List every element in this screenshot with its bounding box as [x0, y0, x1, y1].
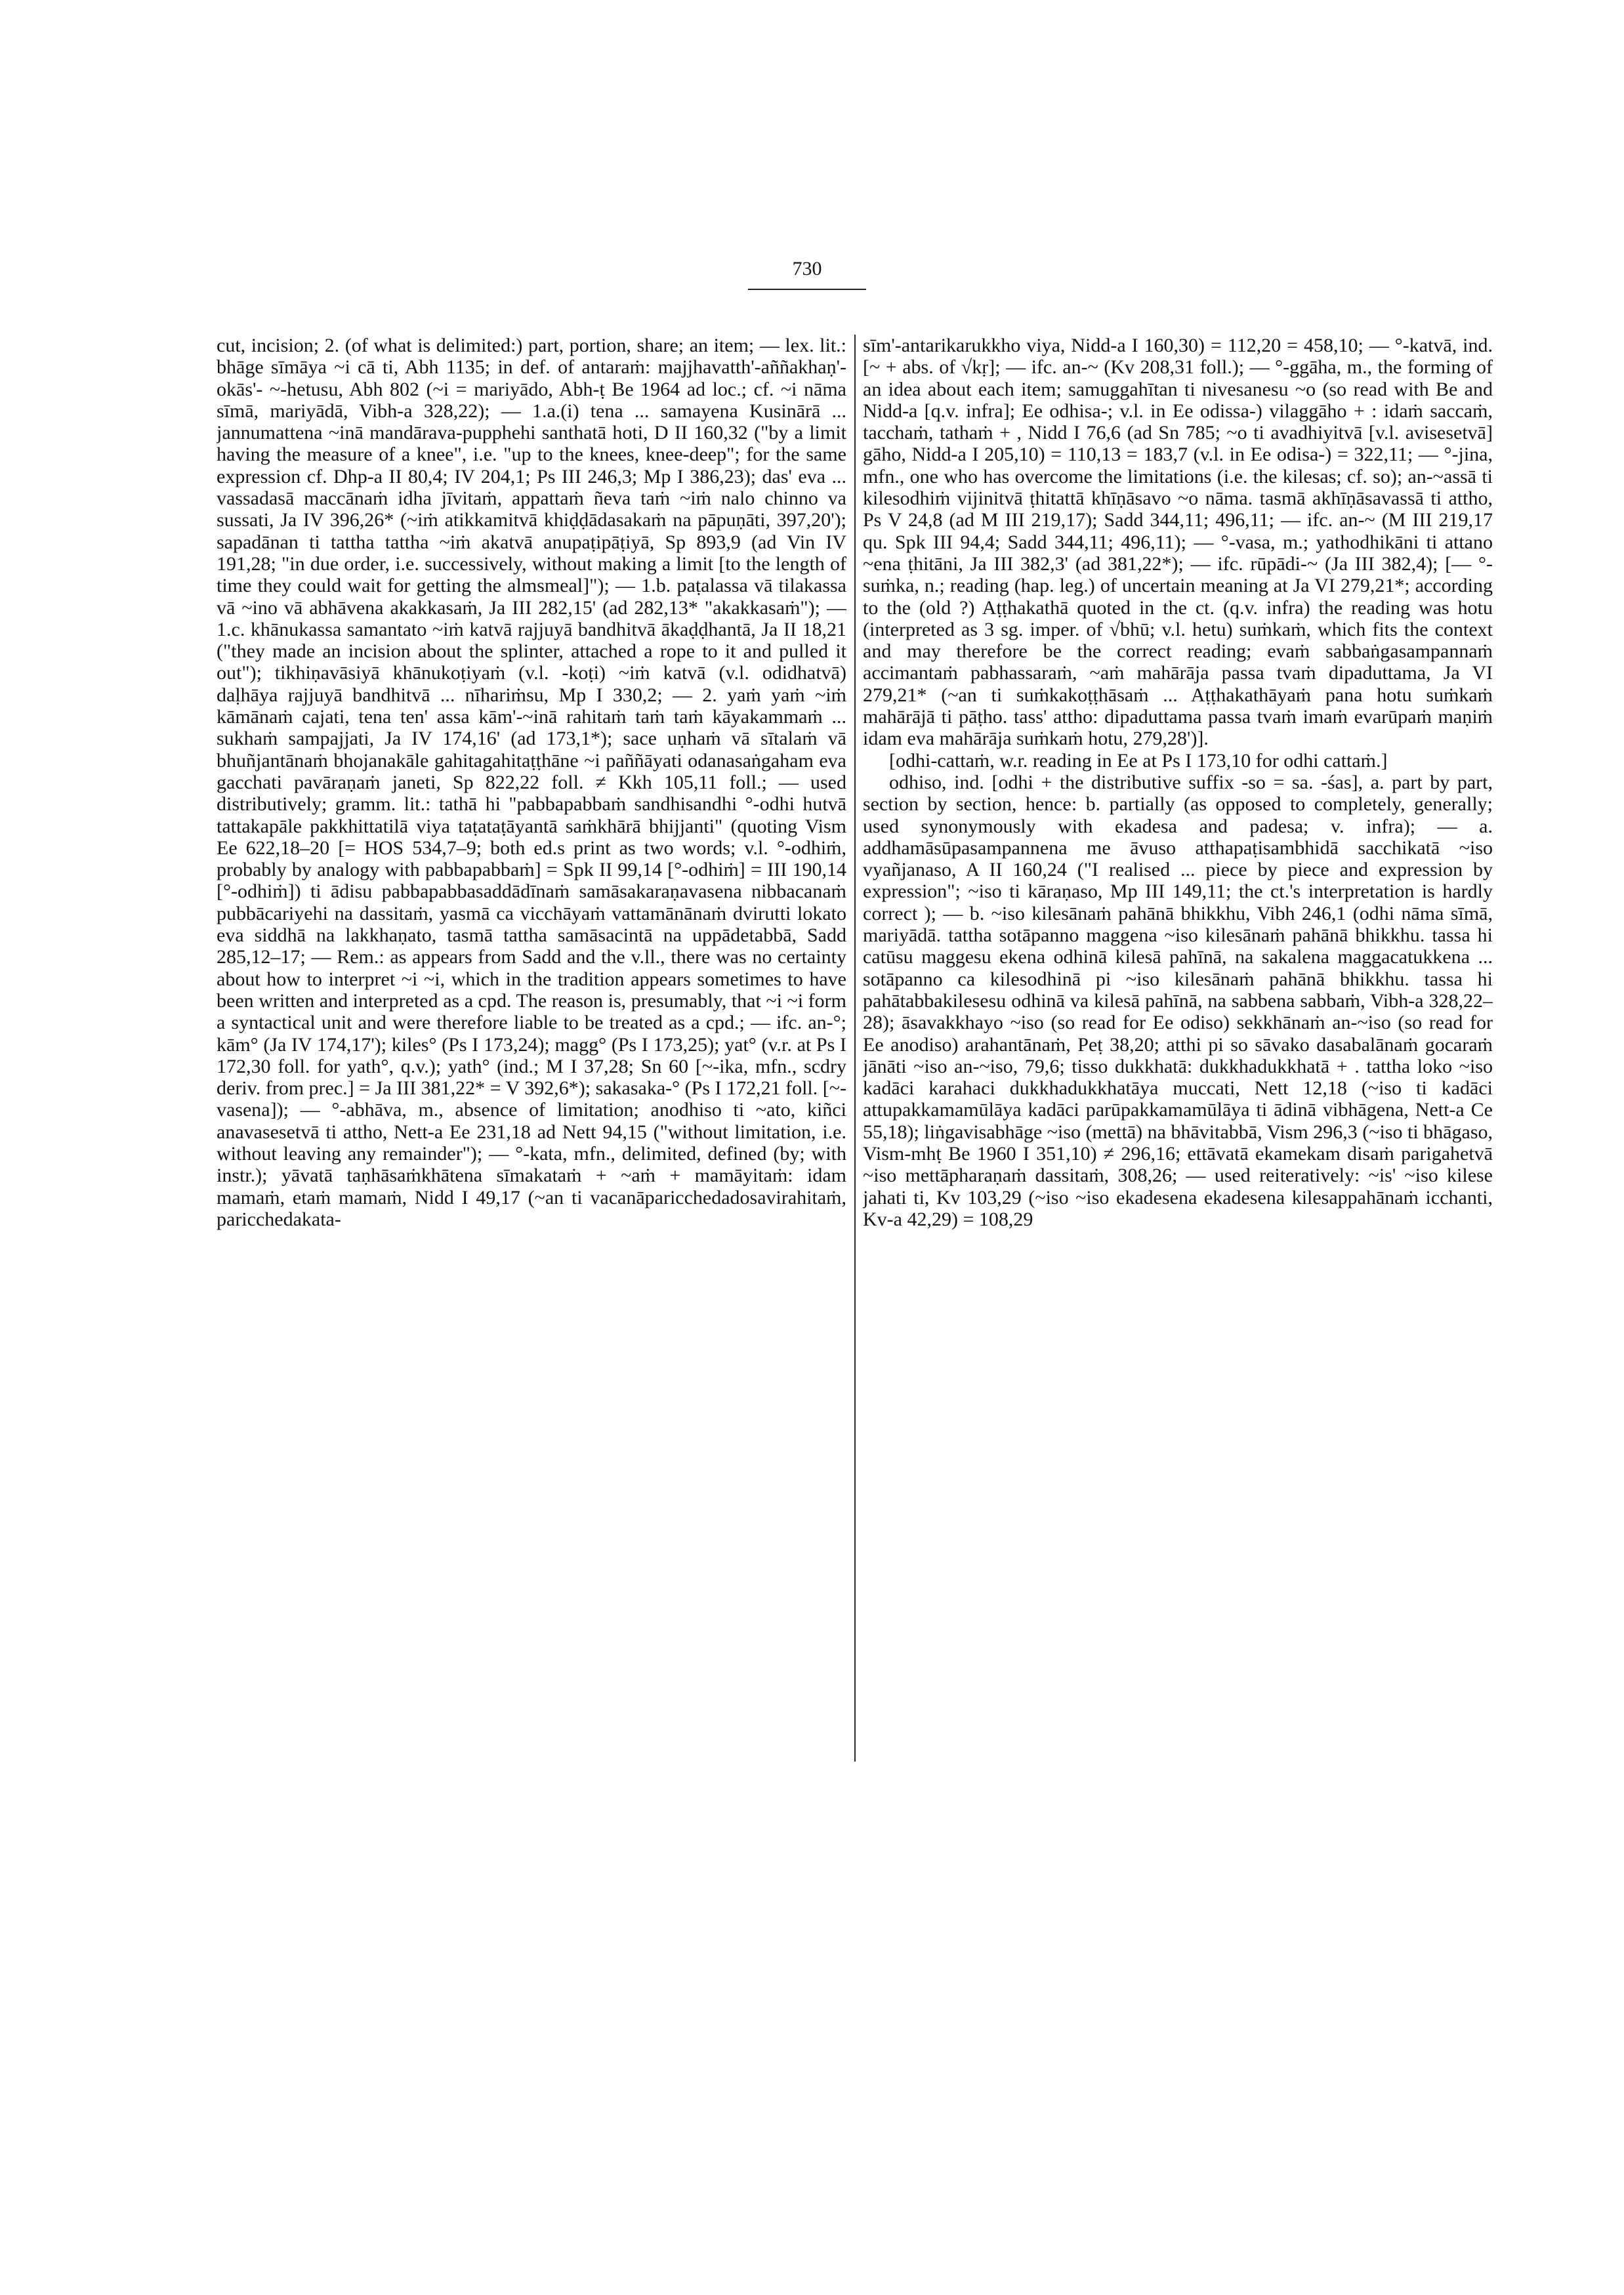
right-column-paragraph: [odhi-cattaṁ, w.r. reading in Ee at Ps I 173,10 for odhi cattaṁ.]: [889, 749, 1388, 772]
right-column-paragraph: odhiso, ind. [odhi + the distributive suffix -so = sa. -śas], a. part by part, section by section, hence: b. partially (as opposed to completely, generally; used synonymously with ekadesa and padesa; v. infra); — a. addhamāsūpasampannena me āvuso atthapaṭisambhidā sacchikatā ~iso vyañjanaso, A II 160,24 ("I realised ... piece by piece and expression by expression"; ~iso ti kāraṇaso, Mp III 149,11; the ct.'s interpretation is hardly correct ); — b. ~iso kilesānaṁ pahānā bhikkhu, Vibh 246,1 (odhi nāma sīmā, mariyādā. tattha sotāpanno maggena ~iso kilesānaṁ pahānā bhikkhu. tassa hi catūsu maggesu ekena odhinā kilesā pahīnā, na sakalena maggacatukkena ... sotāpanno ca kilesodhinā pi ~iso kilesānaṁ pahānā bhikkhu. tassa hi pahātabbakilesesu odhinā va kilesā pahīnā, na sabbena sabbaṁ, Vibh-a 328,22–28); āsavakkhayo ~iso (so read for Ee odiso) sekkhānaṁ an-~iso (so read for Ee anodiso) arahantānaṁ, Peṭ 38,20; atthi pi so sāvako dasabalānaṁ gocaraṁ jānāti ~iso an-~iso, 79,6; tisso dukkhatā: dukkhadukkhatā + . tattha loko ~iso kadāci karahaci dukkhadukkhatāya muccati, Nett 12,18 (~iso ti kadāci attupakkamamūlāya kadāci parūpakkamamūlāya ti ādinā vibhāgena, Nett-a Ce 55,18); liṅgavisabhāge ~iso (mettā) na bhāvitabbā, Vism 296,3 (~iso ti bhāgaso, Vism-mhṭ Be 1960 I 351,10) ≠ 296,16; ettāvatā ekamekam disaṁ parigahetvā ~iso mettāpharaṇaṁ dassitaṁ, 308,26; — used reiteratively: ~is' ~iso kilese jahati ti, Kv 103,29 (~iso ~iso ekadesena ekadesena kilesappahānaṁ icchanti, Kv-a 42,29) = 108,29: [863, 771, 1493, 1230]
page-number-rule: [748, 289, 866, 290]
page-number: 730: [792, 258, 822, 279]
left-column: [217, 335, 846, 2250]
left-column-paragraph: cut, incision; 2. (of what is delimited:) part, portion, share; an item; — lex. lit.: bhāge sīmāya ~i cā ti, Abh 1135; in def. of antaraṁ: majjhavatth'-aññakhaṇ'-okās'- ~-hetusu, Abh 802 (~i = mariyādo, Abh-ṭ Be 1964 ad loc.; cf. ~i nāma sīmā, mariyādā, Vibh-a 328,22); — 1.a.(i) tena ... samayena Kusinārā ... jannumattena ~inā mandārava-pupphehi santhatā hoti, D II 160,32 ("by a limit having the measure of a knee", i.e. "up to the knees, knee-deep"; for the same expression cf. Dhp-a II 80,4; IV 204,1; Ps III 246,3; Mp I 386,23); das' eva ... vassadasā maccānaṁ idha jīvitaṁ, appattaṁ ñeva taṁ ~iṁ nalo chinno va sussati, Ja IV 396,26* (~iṁ atikkamitvā khiḍḍādasakaṁ na pāpuṇāti, 397,20'); sapadānan ti tattha tattha ~iṁ akatvā anupaṭipāṭiyā, Sp 893,9 (ad Vin IV 191,28; "in due order, i.e. successively, without making a limit [to the length of time they could wait for getting the almsmeal]"); — 1.b. paṭalassa vā tilakassa vā ~ino vā abhāvena akakkasaṁ, Ja III 282,15' (ad 282,13* "akakkasaṁ"); — 1.c. khānukassa samantato ~iṁ katvā rajjuyā bandhitvā ākaḍḍhantā, Ja II 18,21 ("they made an incision about the splinter, attached a rope to it and pulled it out"); tikhiṇavāsiyā khānukoṭiyaṁ (v.l. -koṭi) ~iṁ katvā (v.l. odidhatvā) daḷhāya rajjuyā bandhitvā ... nīhariṁsu, Mp I 330,2; — 2. yaṁ yaṁ ~iṁ kāmānaṁ cajati, tena ten' assa kām'-~inā rahitaṁ taṁ taṁ kāyakammaṁ ... sukhaṁ sampajjati, Ja IV 174,16' (ad 173,1*); sace uṇhaṁ vā sītalaṁ vā bhuñjantānaṁ bhojanakāle gahitagahitaṭṭhāne ~i paññāyati odanasaṅgaham eva gacchati pavāraṇaṁ janeti, Sp 822,22 foll. ≠ Kkh 105,11 foll.; — used distributively; gramm. lit.: tathā hi "pabbapabbaṁ sandhisandhi °-odhi hutvā tattakapāle pakkhittatilā viya taṭataṭāyantā saṁkhārā bhijjanti" (quoting Vism Ee 622,18–20 [= HOS 534,7–9; both ed.s print as two words; v.l. °-odhiṁ, probably by analogy with pabbapabbaṁ] = Spk II 99,14 [°-odhiṁ] = III 190,14 [°-odhiṁ]) ti ādisu pabbapabbasaddādīnaṁ samāsakaraṇavasena nibbacanaṁ pubbācariyehi na dassitaṁ, yasmā ca vicchāyaṁ vattamānānaṁ dvirutti lokato eva siddhā na lakkhaṇato, tasmā tattha samāsacintā na uppādetabbā, Sadd 285,12–17; — Rem.: as appears from Sadd and the v.ll., there was no certainty about how to interpret ~i ~i, which in the tradition appears sometimes to have been written and interpreted as a cpd. The reason is, presumably, that ~i ~i form a syntactical unit and were therefore liable to be treated as a cpd.; — ifc. an-°; kām° (Ja IV 174,17'); kiles° (Ps I 173,24); magg° (Ps I 173,25); yat° (v.r. at Ps I 172,30 foll. for yath°, q.v.); yath° (ind.; M I 37,28; Sn 60 [~-ika, mfn., scdry deriv. from prec.] = Ja III 381,22* = V 392,6*); sakasaka-° (Ps I 172,21 foll. [~-vasena]); — °-abhāva, m., absence of limitation; anodhiso ti ~ato, kiñci anavasesetvā ti attho, Nett-a Ee 231,18 ad Nett 94,15 ("without limitation, i.e. without leaving any remainder"); — °-kata, mfn., delimited, defined (by; with instr.); yāvatā taṇhāsaṁkhātena sīmakataṁ + ~aṁ + mamāyitaṁ: idam mamaṁ, etaṁ mamaṁ, Nidd I 49,17 (~an ti vacanāparicchedadosavirahitaṁ, paricchedakata-: [217, 335, 846, 1230]
right-column: [863, 335, 1493, 2250]
right-column-paragraph: sīm'-antarikarukkho viya, Nidd-a I 160,30) = 112,20 = 458,10; — °-katvā, ind. [~ + abs. of √kṛ]; — ifc. an-~ (Kv 208,31 foll.); — °-ggāha, m., the forming of an idea about each item; samuggahītan ti nivesanesu ~o (so read with Be and Nidd-a [q.v. infra]; Ee odhisa-; v.l. in Ee odissa-) vilaggāho + : idaṁ saccaṁ, tacchaṁ, tathaṁ + , Nidd I 76,6 (ad Sn 785; ~o ti avadhiyitvā [v.l. avisesetvā] gāho, Nidd-a I 205,10) = 110,13 = 183,7 (v.l. in Ee odisa-) = 322,11; — °-jina, mfn., one who has overcome the limitations (i.e. the kilesas; cf. so); an-~assā ti kilesodhiṁ vijinitvā ṭhitattā khīṇāsavo ~o nāma. tasmā akhīṇāsavassā ti attho, Ps V 24,8 (ad M III 219,17); Sadd 344,11; 496,11; — ifc. an-~ (M III 219,17 qu. Spk III 94,4; Sadd 344,11; 496,11); — °-vasa, m.; yathodhikāni ti attano ~ena ṭhitāni, Ja III 382,3' (ad 381,22*); — ifc. rūpādi-~ (Ja III 382,4); [— °-suṁka, n.; reading (hap. leg.) of uncertain meaning at Ja VI 279,21*; according to the (old ?) Aṭṭhakathā quoted in the ct. (q.v. infra) the reading was hotu (interpreted as 3 sg. imper. of √bhū; v.l. hetu) suṁkaṁ, which fits the context and may therefore be the correct reading; evaṁ sabbaṅgasampannaṁ accimantaṁ pabhassaraṁ, ~aṁ mahārāja passa tvaṁ dipaduttama, Ja VI 279,21* (~an ti suṁkakoṭṭhāsaṁ ... Aṭṭhakathāyaṁ pana hotu suṁkaṁ mahārājā ti pāṭho. tass' attho: dipaduttama passa tvaṁ imaṁ evarūpaṁ maṇiṁ idam eva mahārāja suṁkaṁ hotu, 279,28')].: [863, 335, 1493, 750]
column-divider: [854, 335, 856, 1762]
